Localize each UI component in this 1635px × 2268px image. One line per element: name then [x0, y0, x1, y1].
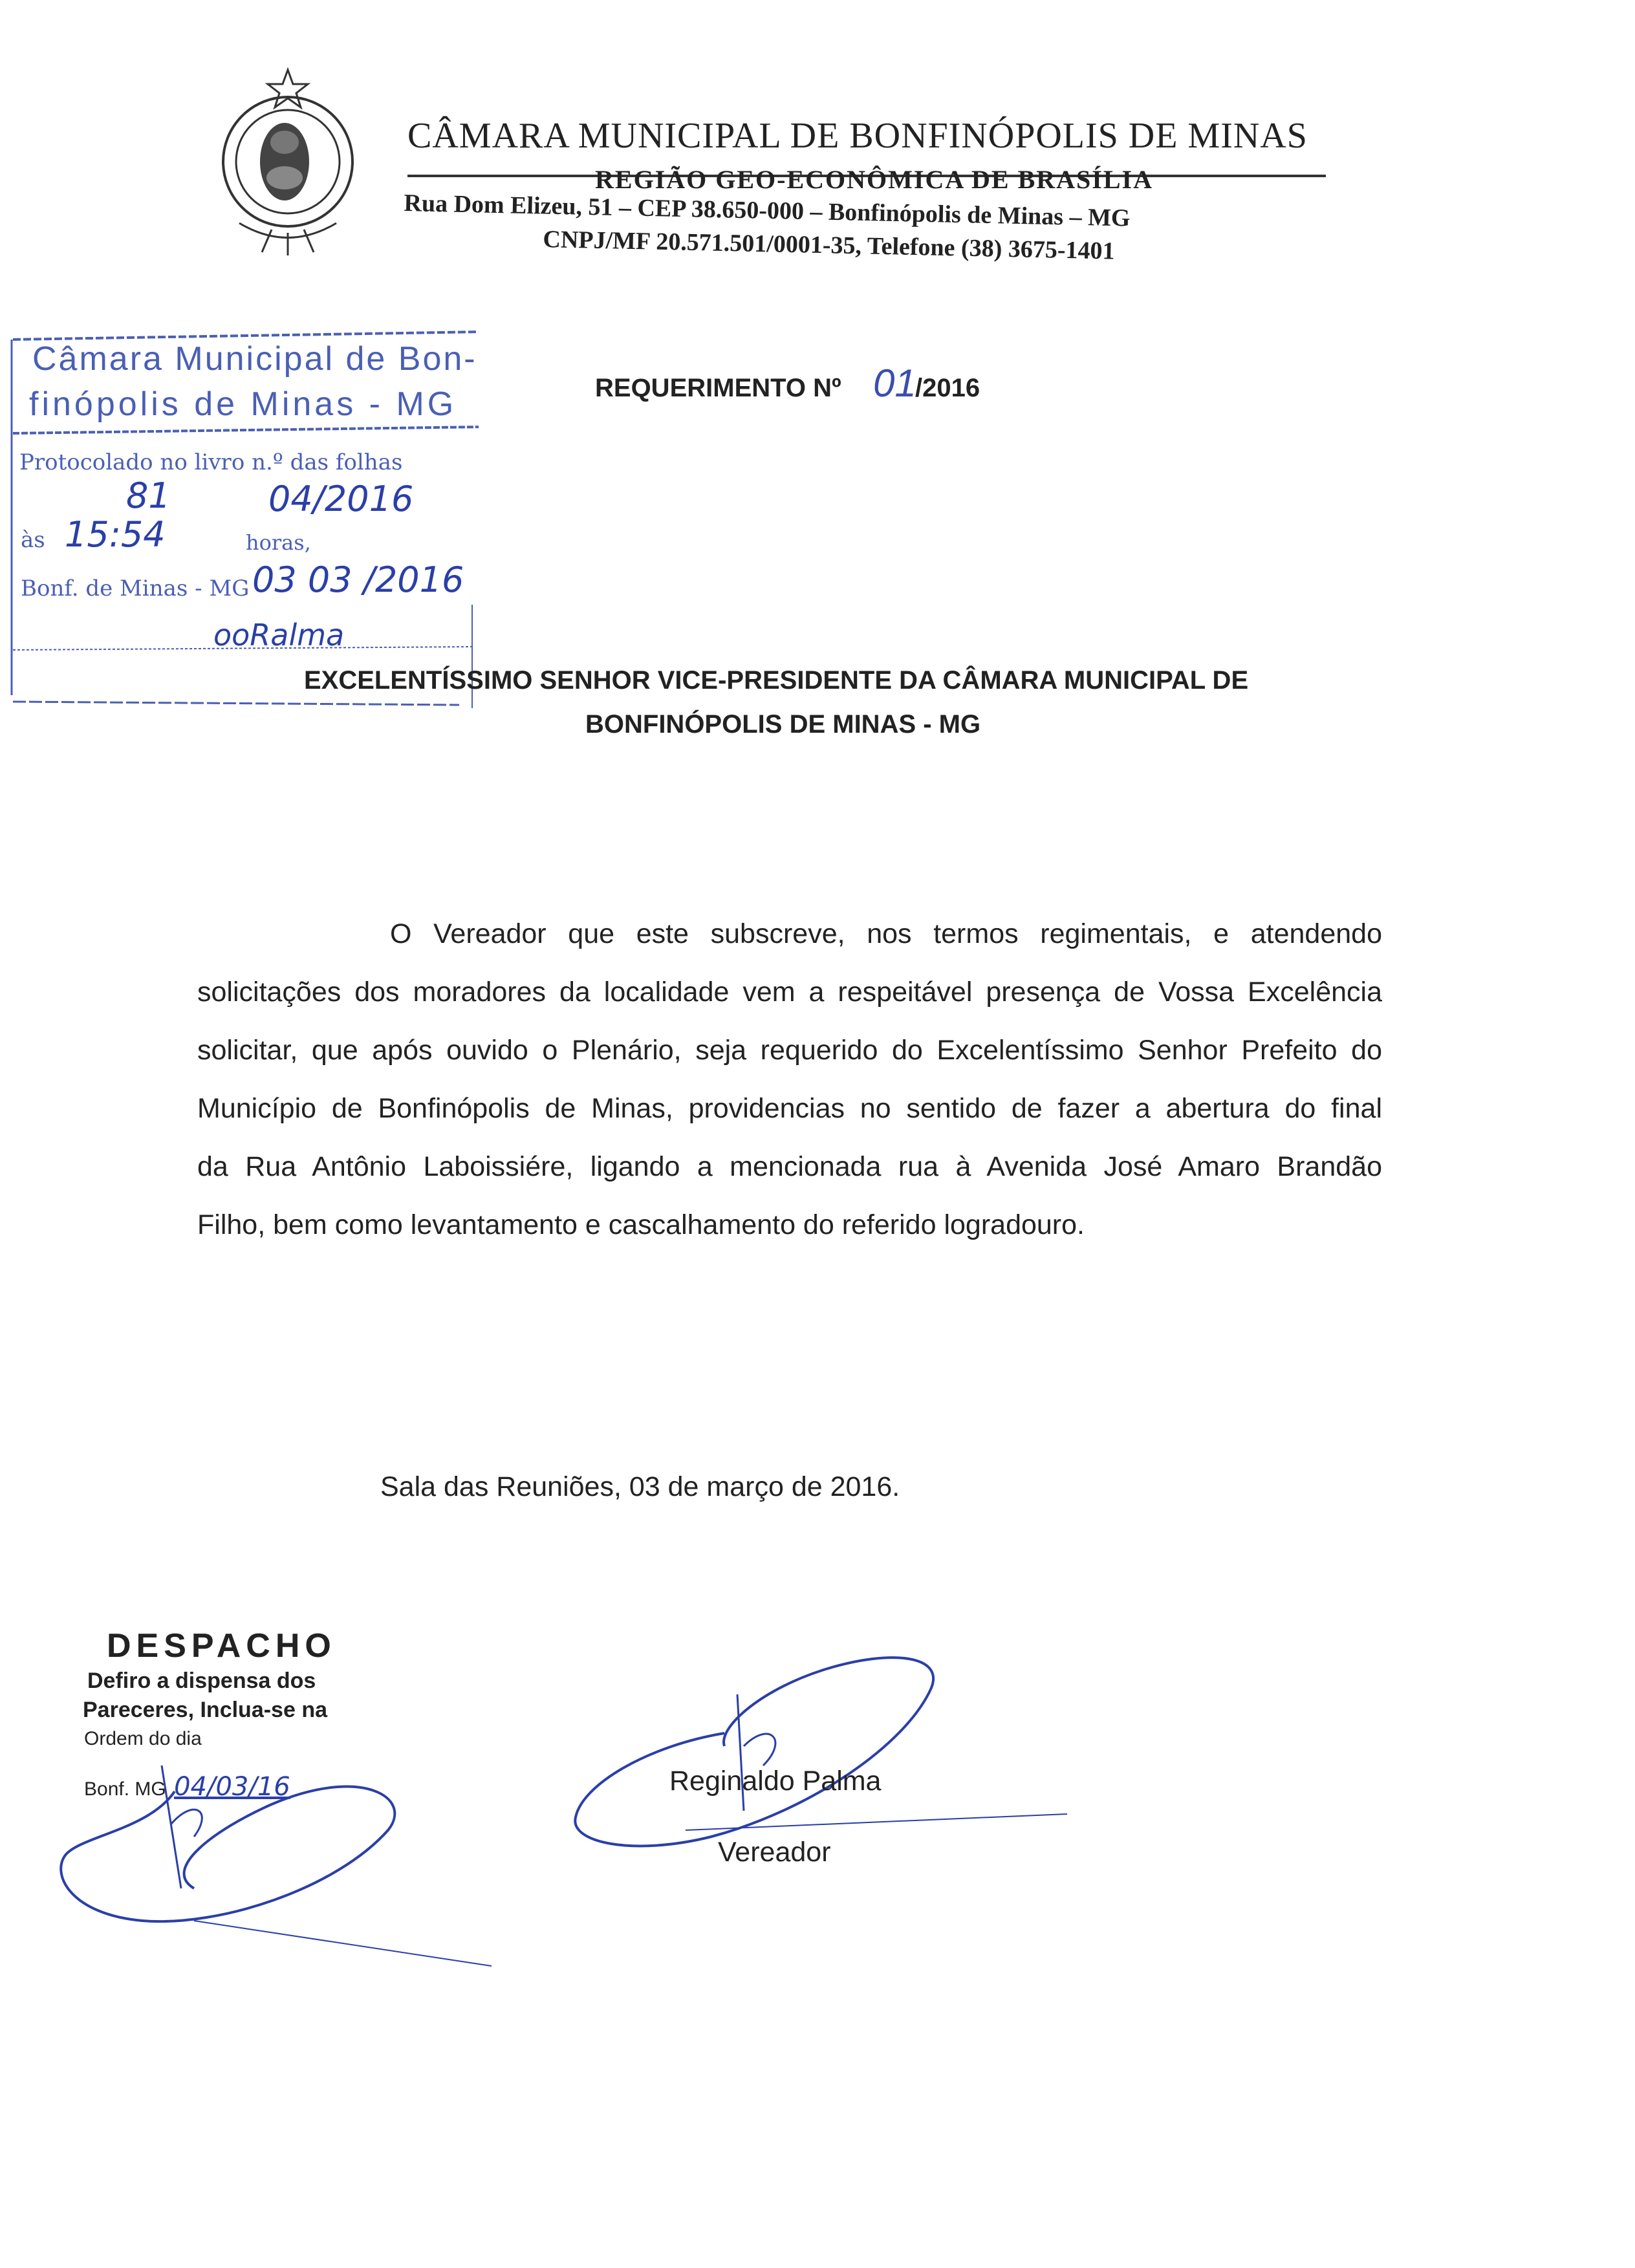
stamp-date-handwritten: 03 03 /2016 — [252, 559, 464, 600]
stamp-as-label: às — [21, 527, 45, 553]
body-line: O Vereador que este subscreve, nos termos regimentais, e atendendo — [390, 918, 1382, 949]
despacho-line-3: Ordem do dia — [84, 1728, 202, 1749]
document-title: REQUERIMENTO Nº — [595, 374, 841, 402]
institution-region: REGIÃO GEO-ECONÔMICA DE BRASÍLIA — [595, 165, 1154, 194]
despacho-city-label: Bonf. MG — [84, 1778, 166, 1800]
stamp-line-3: Protocolado no livro n.º das folhas — [19, 449, 403, 475]
despacho-line-2: Pareceres, Inclua-se na — [83, 1698, 328, 1722]
stamp-line-1: Câmara Municipal de Bon- — [32, 340, 477, 378]
handwritten-signatures — [0, 1617, 1635, 1979]
signatory-role: Vereador — [718, 1837, 831, 1868]
protocol-stamp — [6, 320, 479, 708]
body-line: Filho, bem como levantamento e cascalhamento do referido logradouro. — [197, 1209, 1085, 1240]
place-and-date: Sala das Reuniões, 03 de março de 2016. — [380, 1471, 900, 1502]
signatory-name: Reginaldo Palma — [669, 1766, 882, 1797]
stamp-hours-label: horas, — [246, 530, 311, 555]
institution-address: Rua Dom Elizeu, 51 – CEP 38.650-000 – Bonfinópolis de Minas – MG — [404, 189, 1131, 232]
stamp-sheets-handwritten: 81 — [126, 475, 171, 516]
institution-name: CÂMARA MUNICIPAL DE BONFINÓPOLIS DE MINAS — [407, 116, 1308, 156]
body-line: solicitações dos moradores da localidade vem a respeitável presença de Vossa Excelência — [197, 977, 1382, 1008]
body-line: solicitar, que após ouvido o Plenário, seja requerido do Excelentíssimo Senhor Prefeito do — [197, 1035, 1382, 1066]
body-line: Município de Bonfinópolis de Minas, providencias no sentido de fazer a abertura do final — [197, 1093, 1382, 1124]
document-year: /2016 — [915, 374, 980, 402]
stamp-number-handwritten: 04/2016 — [268, 479, 414, 519]
addressee-line-1: EXCELENTÍSSIMO SENHOR VICE-PRESIDENTE DA CÂMARA MUNICIPAL DE — [304, 666, 1249, 695]
stamp-signature: ooRalma — [213, 618, 345, 653]
institution-cnpj-phone: CNPJ/MF 20.571.501/0001-35, Telefone (38) 3675-1401 — [543, 225, 1115, 265]
despacho-line-1: Defiro a dispensa dos — [87, 1669, 316, 1693]
stamp-time-handwritten: 15:54 — [65, 514, 166, 555]
document-number-handwritten: 01 — [873, 362, 916, 405]
municipal-seal-logo — [194, 65, 382, 259]
stamp-city-label: Bonf. de Minas - MG — [21, 576, 250, 601]
body-line: da Rua Antônio Laboissiére, ligando a mencionada rua à Avenida José Amaro Brandão — [197, 1151, 1382, 1182]
stamp-line-2: finópolis de Minas - MG — [29, 385, 457, 423]
despacho-date-handwritten: 04/03/16 — [174, 1772, 290, 1802]
despacho-title: DESPACHO — [107, 1627, 336, 1665]
addressee-line-2: BONFINÓPOLIS DE MINAS - MG — [585, 710, 981, 739]
